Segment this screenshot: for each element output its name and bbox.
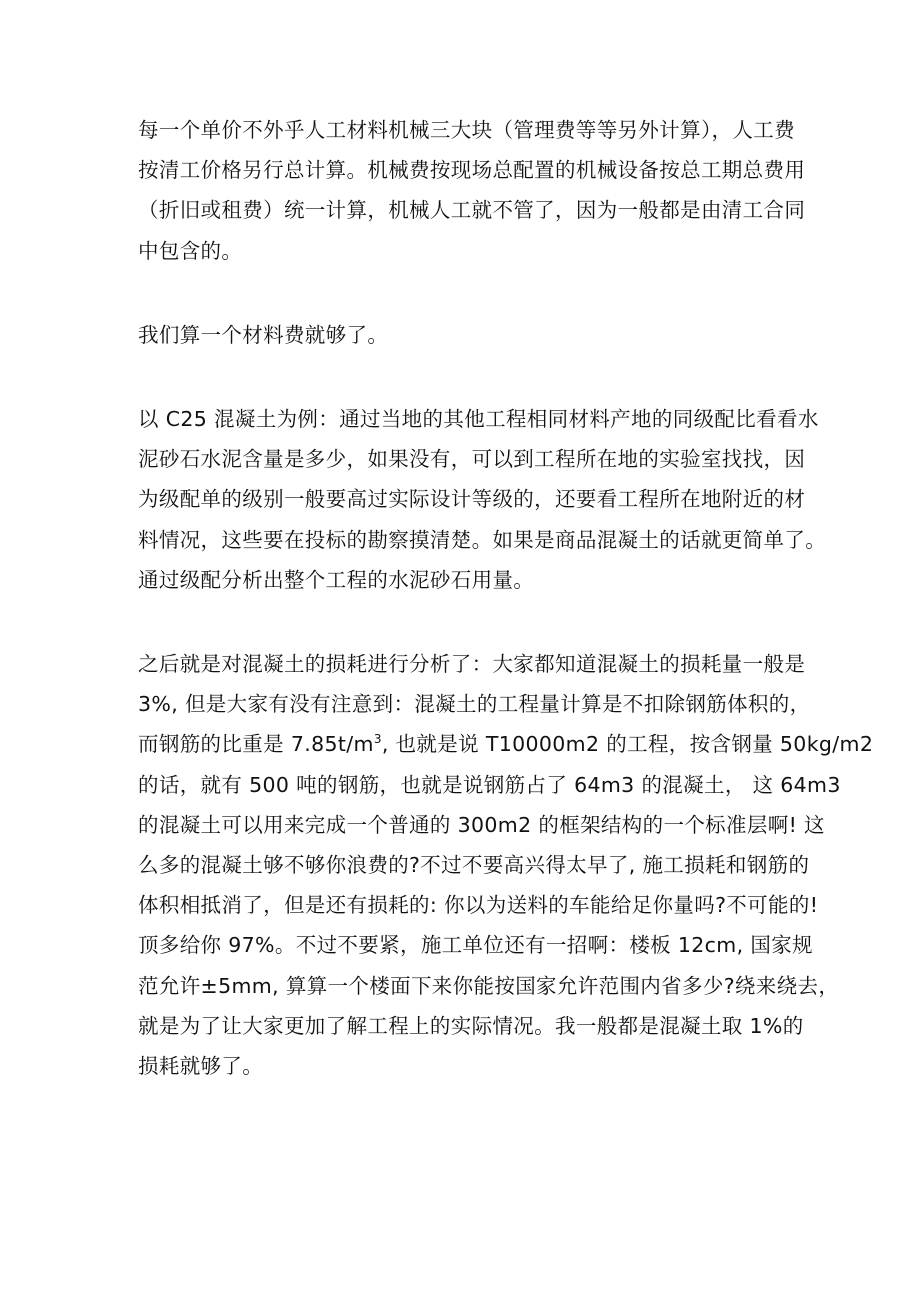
text-line: 么多的混凝土够不够你浪费的?不过不要高兴得太早了, 施工损耗和钢筋的 xyxy=(138,853,810,878)
text-segment: , 也就是说 Т10000m2 的工程，按含钢量 50kg/m2 xyxy=(381,732,874,757)
text-line: 每一个单价不外乎人工材料机械三大块（管理费等等另外计算），人工费 xyxy=(138,118,795,142)
text-line: 损耗就够了。 xyxy=(138,1054,264,1079)
text-line: 为级配单的级别一般要高过实际设计等级的，还要看工程所在地附近的材 xyxy=(138,487,806,512)
paragraph-3 xyxy=(138,399,827,600)
text-line: 我们算一个材料费就够了。 xyxy=(138,322,389,347)
text-line: 中包含的。 xyxy=(138,238,243,263)
text-line-with-superscript xyxy=(138,724,874,764)
paragraph-2 xyxy=(138,315,790,355)
text-line: 的混凝土可以用来完成一个普通的 300m2 的框架结构的一个标准层啊! 这 xyxy=(138,812,825,837)
text-line: 就是为了让大家更加了解工程上的实际情况。我一般都是混凝土取 1%的 xyxy=(138,1013,804,1038)
text-line: 之后就是对混凝土的损耗进行分析了：大家都知道混凝土的损耗量一般是 xyxy=(138,652,806,677)
paragraph-4 xyxy=(138,644,874,1086)
text-line: 3%, 但是大家有没有注意到：混凝土的工程量计算是不扣除钢筋体积的， xyxy=(138,692,811,717)
text-line: 范允许±5mm, 算算一个楼面下来你能按国家允许范围内省多少?绕来绕去， xyxy=(138,973,840,998)
text-line: 体积相抵消了，但是还有损耗的: 你以为送料的车能给足你量吗?不可能的! xyxy=(138,893,819,918)
text-line: 以 C25 混凝土为例：通过当地的其他工程相同材料产地的同级配比看看水 xyxy=(138,407,819,432)
text-line: 的话，就有 500 吨的钢筋，也就是说钢筋占了 64m3 的混凝土， 这 64m3 xyxy=(138,772,841,797)
paragraph-1 xyxy=(138,110,806,271)
text-line: 通过级配分析出整个工程的水泥砂石用量。 xyxy=(138,567,535,592)
text-line: 顶多给你 97%。不过不要紧，施工单位还有一招啊：楼板 12cm, 国家规 xyxy=(138,933,813,958)
text-segment: 而钢筋的比重是 7.85t/m xyxy=(138,732,374,757)
text-line: 料情况，这些要在投标的勘察摸清楚。如果是商品混凝土的话就更简单了。 xyxy=(138,527,827,552)
text-line: 按清工价格另行总计算。机械费按现场总配置的机械设备按总工期总费用 xyxy=(138,158,806,183)
text-line: 泥砂石水泥含量是多少，如果没有，可以到工程所在地的实验室找找，因 xyxy=(138,447,806,472)
text-line: （折旧或租费）统一计算，机械人工就不管了，因为一般都是由清工合同 xyxy=(138,198,806,223)
superscript: 3 xyxy=(373,732,382,747)
